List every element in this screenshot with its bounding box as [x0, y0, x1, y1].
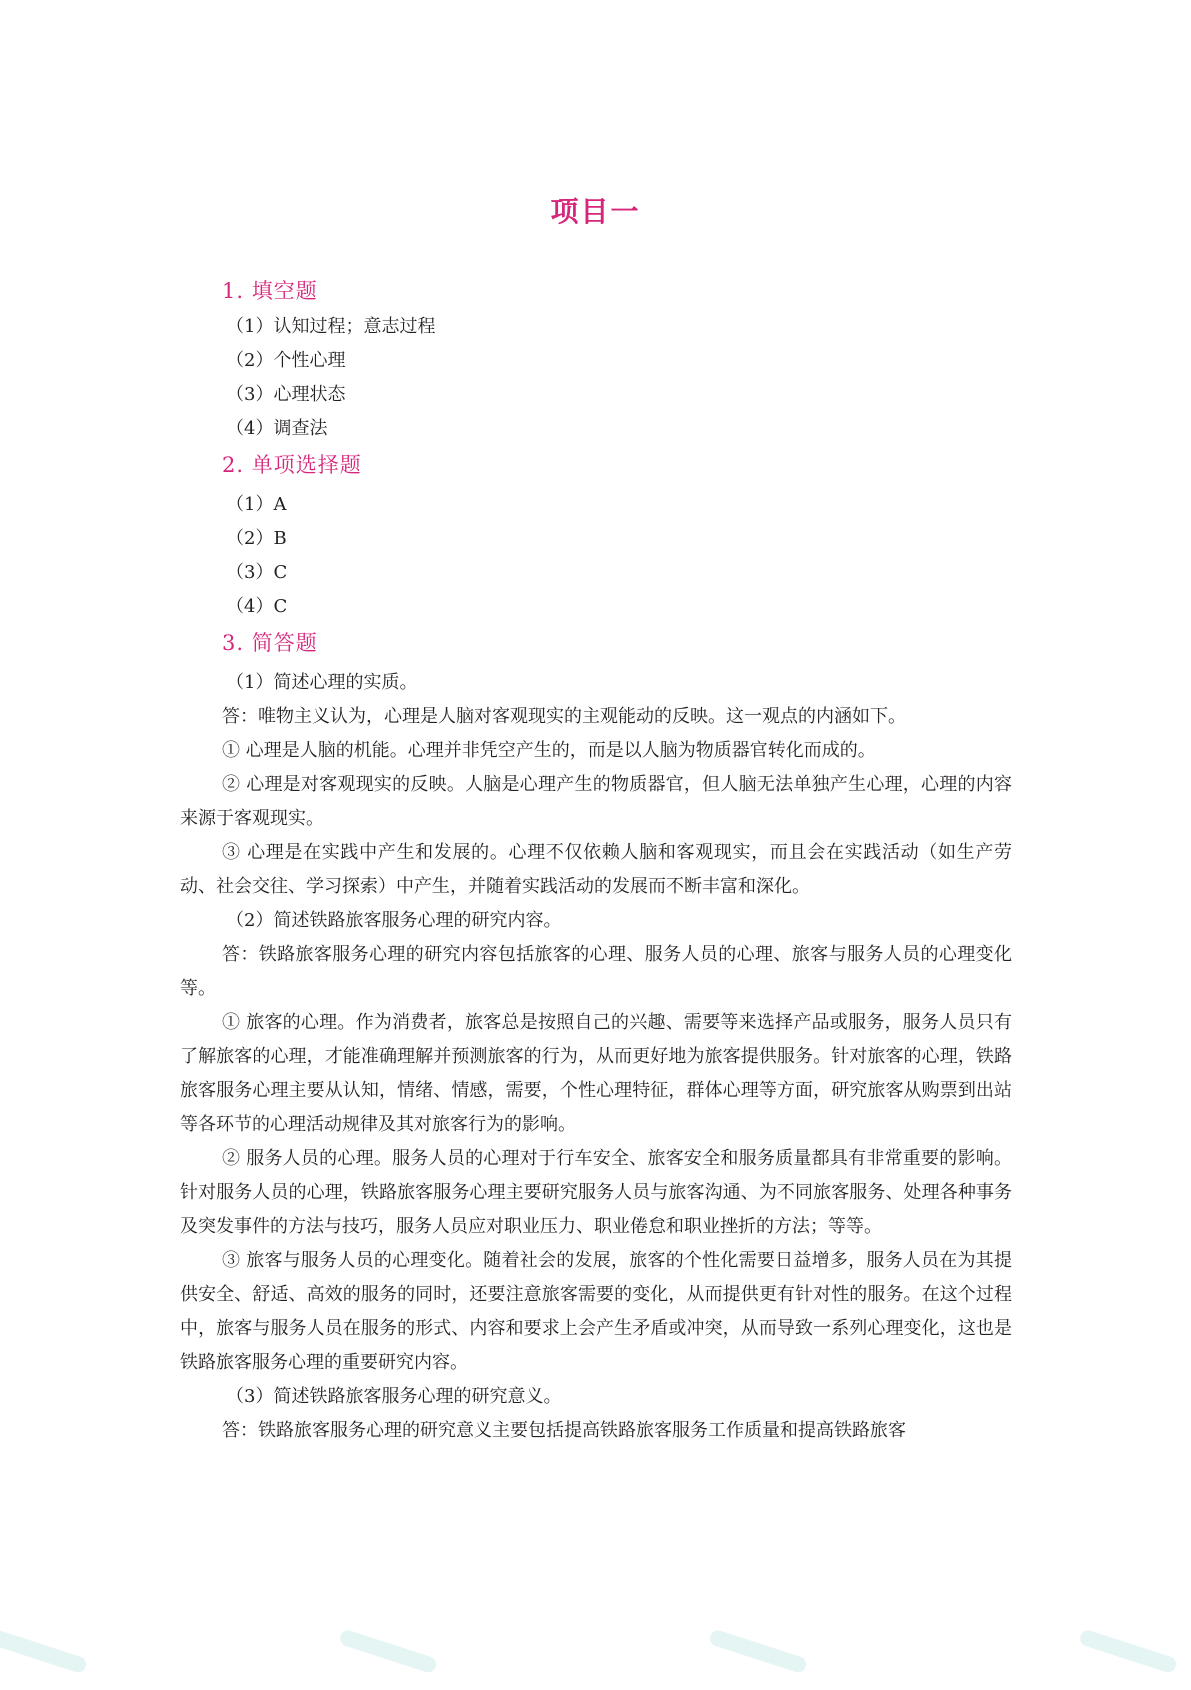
watermark-mark	[327, 1614, 453, 1689]
answer-line: （2）B	[226, 528, 287, 549]
section-heading-fill-blank: 1. 填空题	[222, 279, 318, 303]
answer-1-point-2: ② 心理是对客观现实的反映。人脑是心理产生的物质器官，但人脑无法单独产生心理，心理的内容来源于客观现实。	[180, 774, 1012, 829]
question-2: （2）简述铁路旅客服务心理的研究内容。	[226, 910, 562, 931]
answer-1-intro: 答：唯物主义认为，心理是人脑对客观现实的主观能动的反映。这一观点的内涵如下。	[222, 706, 906, 727]
answer-1-point-1: ① 心理是人脑的机能。心理并非凭空产生的，而是以人脑为物质器官转化而成的。	[222, 740, 876, 761]
answer-3-intro: 答：铁路旅客服务心理的研究意义主要包括提高铁路旅客服务工作质量和提高铁路旅客	[222, 1420, 906, 1441]
section-heading-short-answer: 3. 简答题	[222, 631, 318, 655]
answer-line: （4）C	[226, 596, 288, 617]
answer-2-point-1: ① 旅客的心理。作为消费者，旅客总是按照自己的兴趣、需要等来选择产品或服务，服务人员只有了解旅客的心理，才能准确理解并预测旅客的行为，从而更好地为旅客提供服务。针对旅客的心理，铁路旅客服务心理主要从认知，情绪、情感，需要，个性心理特征，群体心理等方面，研究旅客从购票到出站等各环节的心理活动规律及其对旅客行为的影响。	[180, 1012, 1012, 1135]
answer-2-point-2: ② 服务人员的心理。服务人员的心理对于行车安全、旅客安全和服务质量都具有非常重要的影响。针对服务人员的心理，铁路旅客服务心理主要研究服务人员与旅客沟通、为不同旅客服务、处理各种事务及突发事件的方法与技巧，服务人员应对职业压力、职业倦怠和职业挫折的方法；等等。	[180, 1148, 1012, 1237]
section-heading-single-choice: 2. 单项选择题	[222, 453, 362, 477]
answer-2-point-3: ③ 旅客与服务人员的心理变化。随着社会的发展，旅客的个性化需要日益增多，服务人员在为其提供安全、舒适、高效的服务的同时，还要注意旅客需要的变化，从而提供更有针对性的服务。在这个过程中，旅客与服务人员在服务的形式、内容和要求上会产生矛盾或冲突，从而导致一系列心理变化，这也是铁路旅客服务心理的重要研究内容。	[180, 1250, 1012, 1373]
question-1: （1）简述心理的实质。	[226, 672, 418, 693]
answer-line: （3）心理状态	[226, 384, 346, 405]
answer-line: （4）调查法	[226, 418, 328, 439]
answer-2-intro: 答：铁路旅客服务心理的研究内容包括旅客的心理、服务人员的心理、旅客与服务人员的心理变化等。	[180, 944, 1012, 999]
answer-line: （1）认知过程；意志过程	[226, 316, 436, 337]
answer-line: （1）A	[226, 494, 287, 515]
question-3: （3）简述铁路旅客服务心理的研究意义。	[226, 1386, 562, 1407]
answer-1-point-3: ③ 心理是在实践中产生和发展的。心理不仅依赖人脑和客观现实，而且会在实践活动（如生产劳动、社会交往、学习探索）中产生，并随着实践活动的发展而不断丰富和深化。	[180, 842, 1012, 897]
watermark-mark	[0, 1614, 103, 1689]
page-title: 项目一	[550, 195, 641, 228]
document-body	[180, 272, 1012, 1448]
watermark-mark	[1067, 1614, 1191, 1689]
watermark-mark	[697, 1614, 823, 1689]
answer-line: （3）C	[226, 562, 288, 583]
answer-line: （2）个性心理	[226, 350, 346, 371]
